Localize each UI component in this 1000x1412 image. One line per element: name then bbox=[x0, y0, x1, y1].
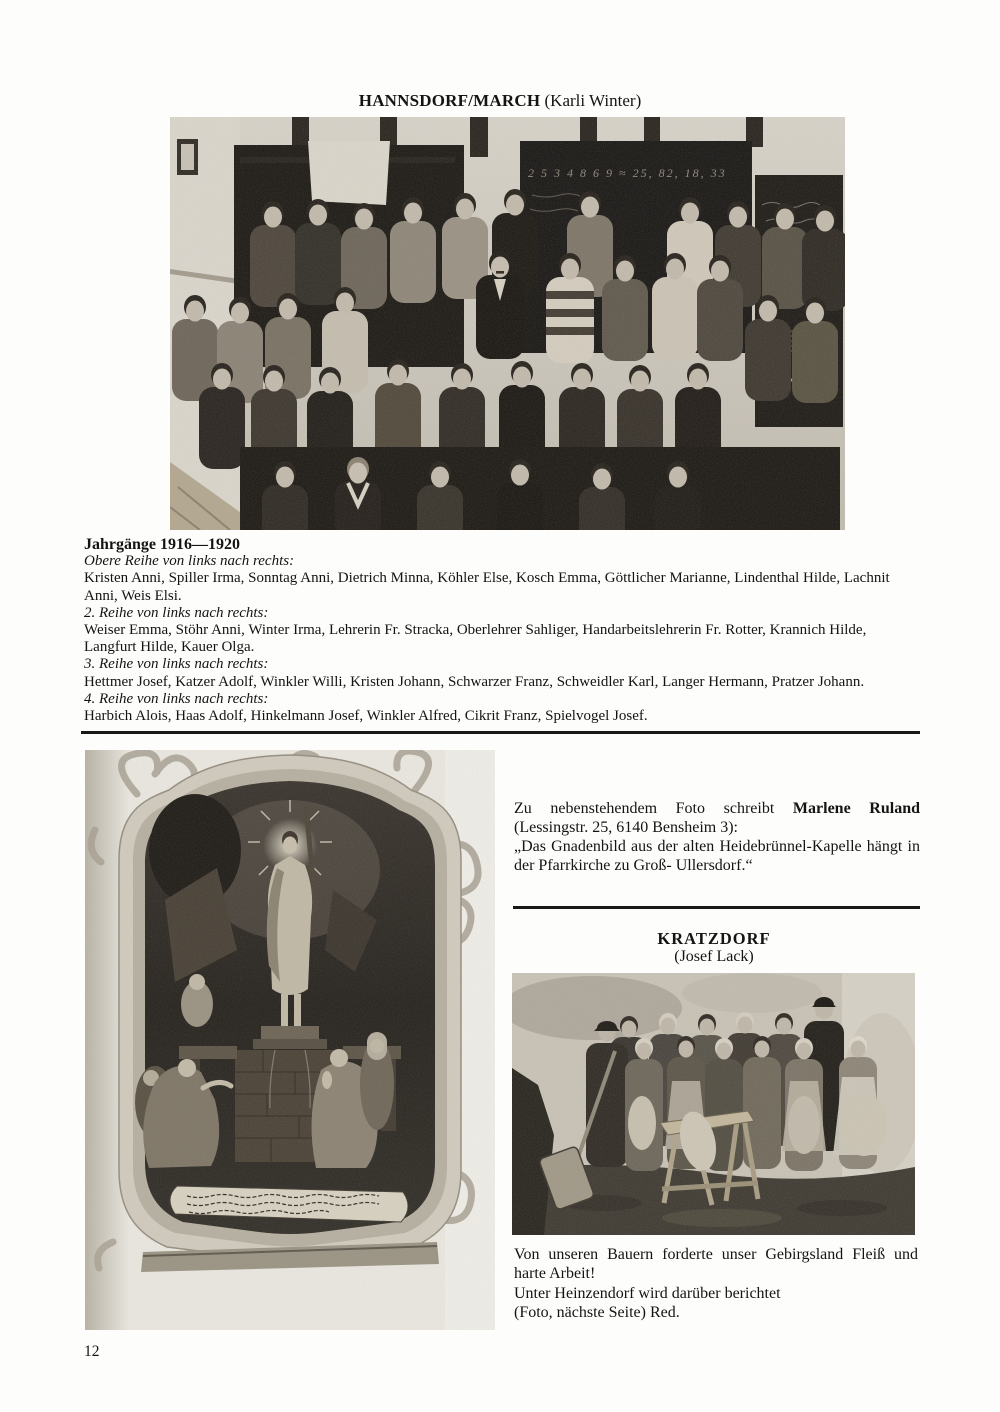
kratzdorf-caption-line2: Unter Heinzendorf wird darüber berichtet bbox=[514, 1284, 781, 1302]
section-divider-rule bbox=[81, 731, 920, 734]
row1-label: Obere Reihe von links nach rechts: bbox=[84, 553, 295, 570]
page-number: 12 bbox=[84, 1343, 100, 1360]
row2-label: 2. Reihe von links nach rechts: bbox=[84, 604, 269, 621]
ruland-quote: „Das Gnadenbild aus der alten Heidebrünnel-Kapelle hängt in der Pfarrkirche zu Groß- Ullersdorf.“ bbox=[514, 838, 920, 875]
kratzdorf-subtitle: (Josef Lack) bbox=[674, 948, 754, 965]
row4-names: Harbich Alois, Haas Adolf, Hinkelmann Josef, Winkler Alfred, Cikrit Franz, Spielvogel Josef. bbox=[84, 708, 648, 725]
ruland-paragraph bbox=[514, 799, 920, 838]
class-photo-caption bbox=[84, 536, 922, 725]
ruland-post: (Lessingstr. 25, 6140 Bensheim 3): bbox=[514, 819, 738, 837]
class-photo bbox=[170, 117, 845, 530]
kratzdorf-photo bbox=[512, 973, 915, 1235]
ruland-pre: Zu nebenstehendem Foto schreibt bbox=[514, 800, 793, 817]
kratzdorf-title: KRATZDORF bbox=[657, 929, 771, 948]
kratzdorf-photo-illustration bbox=[512, 973, 915, 1235]
kratzdorf-caption-line3: (Foto, nächste Seite) Red. bbox=[514, 1303, 680, 1321]
ruland-name: Marlene Ruland bbox=[792, 800, 920, 817]
row2-names: Weiser Emma, Stöhr Anni, Winter Irma, Lehrerin Fr. Stracka, Oberlehrer Sahliger, Handarbeitslehrerin Fr. Rotter, Krannich Hilde, Langfurt Hilde, Kauer Olga. bbox=[84, 622, 867, 656]
row4-label: 4. Reihe von links nach rechts: bbox=[84, 690, 269, 707]
title-main: HANNSDORF/MARCH bbox=[358, 91, 541, 110]
class-photo-illustration bbox=[170, 117, 845, 530]
kratzdorf-caption bbox=[514, 1245, 918, 1322]
row3-label: 3. Reihe von links nach rechts: bbox=[84, 656, 269, 673]
altar-photo bbox=[85, 750, 495, 1330]
page-title bbox=[0, 91, 1000, 111]
row1-names: Kristen Anni, Spiller Irma, Sonntag Anni, Dietrich Minna, Köhler Else, Kosch Emma, Göttlicher Marianne, Lindenthal Hilde, Lachnit Anni, Weis Elsi. bbox=[84, 570, 890, 604]
caption-heading: Jahrgänge 1916—1920 bbox=[84, 536, 240, 553]
altar-photo-illustration bbox=[85, 750, 495, 1330]
row3-names: Hettmer Josef, Katzer Adolf, Winkler Willi, Kristen Johann, Schwarzer Franz, Schweidler Karl, Langer Hermann, Pratzer Johann. bbox=[84, 673, 865, 690]
title-credit: (Karli Winter) bbox=[540, 91, 642, 110]
kratzdorf-caption-line1: Von unseren Bauern forderte unser Gebirgsland Fleiß und harte Arbeit! bbox=[514, 1246, 918, 1283]
kratzdorf-divider-rule bbox=[513, 906, 920, 909]
